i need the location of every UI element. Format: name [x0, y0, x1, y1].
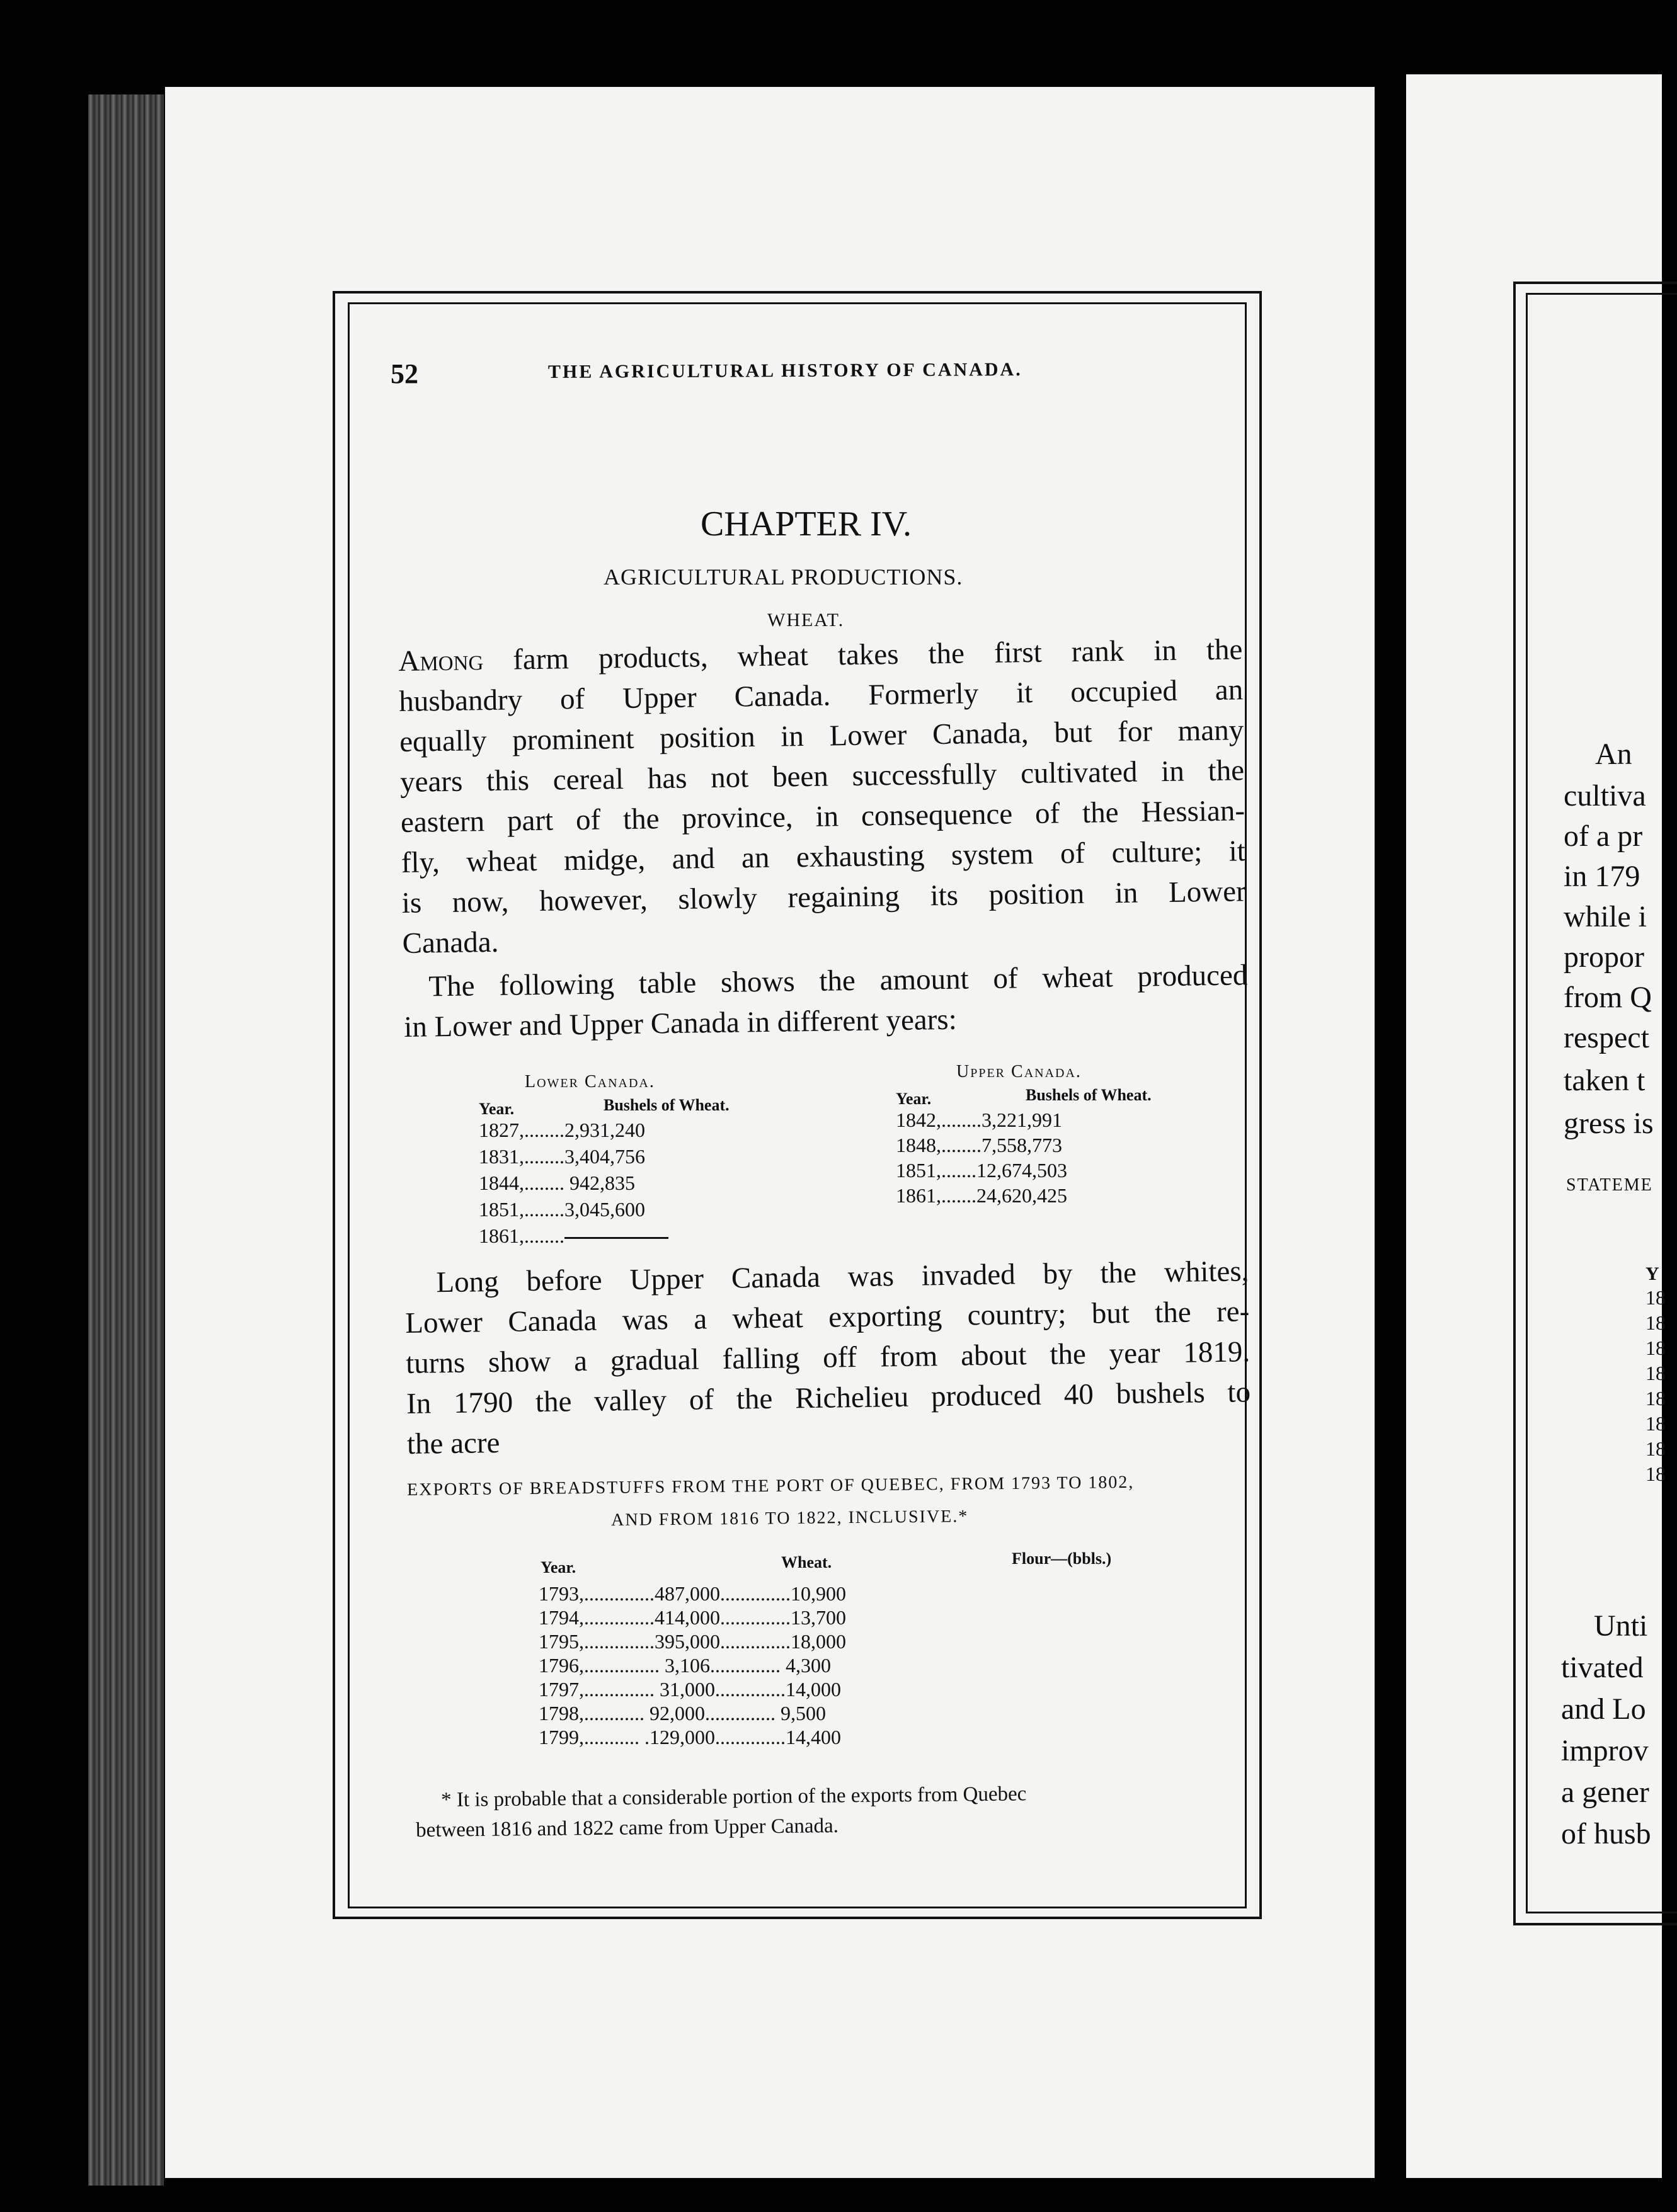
right-page-line: and Lo [1561, 1692, 1646, 1726]
exports-row: 1797,.............. 31,000..............14,000 [539, 1678, 841, 1701]
paragraph-line: Long before Upper Canada was invaded by the whites, [436, 1255, 1249, 1299]
book-spine [88, 94, 164, 2186]
right-page-line: in 179 [1564, 860, 1640, 893]
paragraph-line: The following table shows the amount of wheat produced [428, 959, 1248, 1003]
right-page-year: 18 [1646, 1337, 1666, 1359]
right-page-line: cultiva [1564, 779, 1646, 812]
exports-row: 1794,..............414,000..............13,700 [539, 1606, 846, 1629]
lower-canada-row: 1844,........ 942,835 [479, 1172, 635, 1194]
right-page-col-year: Y [1646, 1263, 1659, 1284]
paragraph-export-history [404, 1251, 1251, 1464]
exports-table-subtitle: AND FROM 1816 TO 1822, INCLUSIVE.* [611, 1507, 969, 1530]
paragraph-line: fly, wheat midge, and an exhausting system of culture; it [401, 835, 1246, 879]
lower-canada-row: 1827,........2,931,240 [479, 1119, 645, 1141]
upper-canada-row: 1861,.......24,620,425 [896, 1184, 1067, 1207]
right-page-year: 18 [1646, 1462, 1666, 1485]
upper-canada-row: 1842,........3,221,991 [896, 1109, 1062, 1131]
exports-row: 1796,............... 3,106.............. 4,300 [539, 1654, 831, 1677]
page-gutter [1375, 74, 1406, 2178]
drop-lead-word: Among [398, 644, 484, 678]
right-page-year: 18 [1646, 1412, 1666, 1435]
right-page-line: a gener [1561, 1776, 1649, 1809]
paragraph-line: turns show a gradual falling off from about the year 1819. [405, 1335, 1251, 1380]
section-title: AGRICULTURAL PRODUCTIONS. [604, 564, 963, 590]
right-page-line: tivated [1561, 1651, 1644, 1684]
right-page-line: improv [1561, 1734, 1649, 1767]
upper-canada-col-bushels: Bushels of Wheat. [1026, 1086, 1152, 1104]
page-number: 52 [391, 358, 418, 389]
right-page-line: Unti [1594, 1609, 1648, 1643]
right-page-line: of husb [1561, 1817, 1651, 1850]
right-page-line: gress is [1564, 1107, 1654, 1140]
lower-canada-col-year: Year. [479, 1100, 515, 1118]
paragraph-line: is now, however, slowly regaining its position in Lower [401, 875, 1247, 920]
right-page-year: 18 [1646, 1362, 1666, 1384]
lower-canada-row: 1851,........3,045,600 [479, 1198, 645, 1221]
right-page-line: taken t [1564, 1064, 1646, 1097]
paragraph-line: eastern part of the province, in consequence of the Hessian- [400, 794, 1245, 839]
right-page-year: 18 [1646, 1437, 1666, 1460]
exports-row: 1795,..............395,000..............18,000 [539, 1630, 846, 1653]
right-page-line: from Q [1564, 981, 1652, 1014]
right-page-line: of a pr [1564, 819, 1643, 853]
exports-row: 1799,........... .129,000..............14,400 [539, 1726, 841, 1748]
running-title: THE AGRICULTURAL HISTORY OF CANADA. [547, 359, 1022, 382]
upper-canada-row: 1851,.......12,674,503 [896, 1159, 1067, 1182]
right-page-year: 18 [1646, 1387, 1666, 1410]
exports-col-wheat: Wheat. [781, 1553, 832, 1571]
subsection-title: WHEAT. [767, 610, 845, 630]
upper-canada-row: 1848,........7,558,773 [896, 1134, 1062, 1156]
lower-canada-row: 1861,........ [479, 1224, 668, 1248]
paragraph-table-intro [403, 955, 1249, 1047]
upper-canada-title: Upper Canada. [956, 1062, 1082, 1081]
footnote-line: between 1816 and 1822 came from Upper Canada. [416, 1814, 839, 1842]
paragraph-line: Canada. [402, 925, 499, 960]
paragraph-line: years this cereal has not been successfully cultivated in the [399, 754, 1245, 799]
lower-canada-col-bushels: Bushels of Wheat. [604, 1096, 730, 1114]
blank-value-dash [564, 1237, 668, 1239]
footnote-line: * It is probable that a considerable portion of the exports from Quebec [441, 1782, 1027, 1811]
right-page-year: 18 [1646, 1286, 1666, 1309]
lower-canada-row: 1831,........3,404,756 [479, 1145, 645, 1168]
right-page-table-title: STATEME [1566, 1175, 1653, 1195]
paragraph-line: the acre [406, 1426, 500, 1461]
upper-canada-col-year: Year. [896, 1090, 932, 1108]
right-page-line: propor [1564, 940, 1644, 974]
right-page-line: respect [1564, 1021, 1649, 1054]
right-page-line: while i [1564, 900, 1647, 933]
paragraph-line: in Lower and Upper Canada in different years: [403, 1003, 958, 1044]
exports-row: 1793,..............487,000..............10,900 [539, 1582, 846, 1605]
exports-col-flour: Flour—(bbls.) [1012, 1549, 1112, 1568]
chapter-title: CHAPTER IV. [701, 505, 912, 544]
lower-canada-title: Lower Canada. [525, 1072, 655, 1092]
paragraph-line: equally prominent position in Lower Canada, but for many [399, 714, 1244, 758]
right-page-line: An [1595, 738, 1632, 771]
exports-col-year: Year. [541, 1558, 576, 1576]
paragraph-line: Lower Canada was a wheat exporting country; but the re- [404, 1295, 1250, 1340]
paragraph-line: Among farm products, wheat takes the first rank in the [398, 633, 1243, 678]
exports-table-title: EXPORTS OF BREADSTUFFS FROM THE PORT OF QUEBEC, FROM 1793 TO 1802, [407, 1472, 1135, 1500]
exports-row: 1798,............ 92,000.............. 9,500 [539, 1702, 826, 1725]
paragraph-line: In 1790 the valley of the Richelieu produced 40 bushels to [406, 1376, 1251, 1420]
paragraph-line: husbandry of Upper Canada. Formerly it occupied an [398, 673, 1244, 718]
paragraph-wheat-intro [398, 629, 1247, 964]
right-page-year: 18 [1646, 1311, 1666, 1334]
